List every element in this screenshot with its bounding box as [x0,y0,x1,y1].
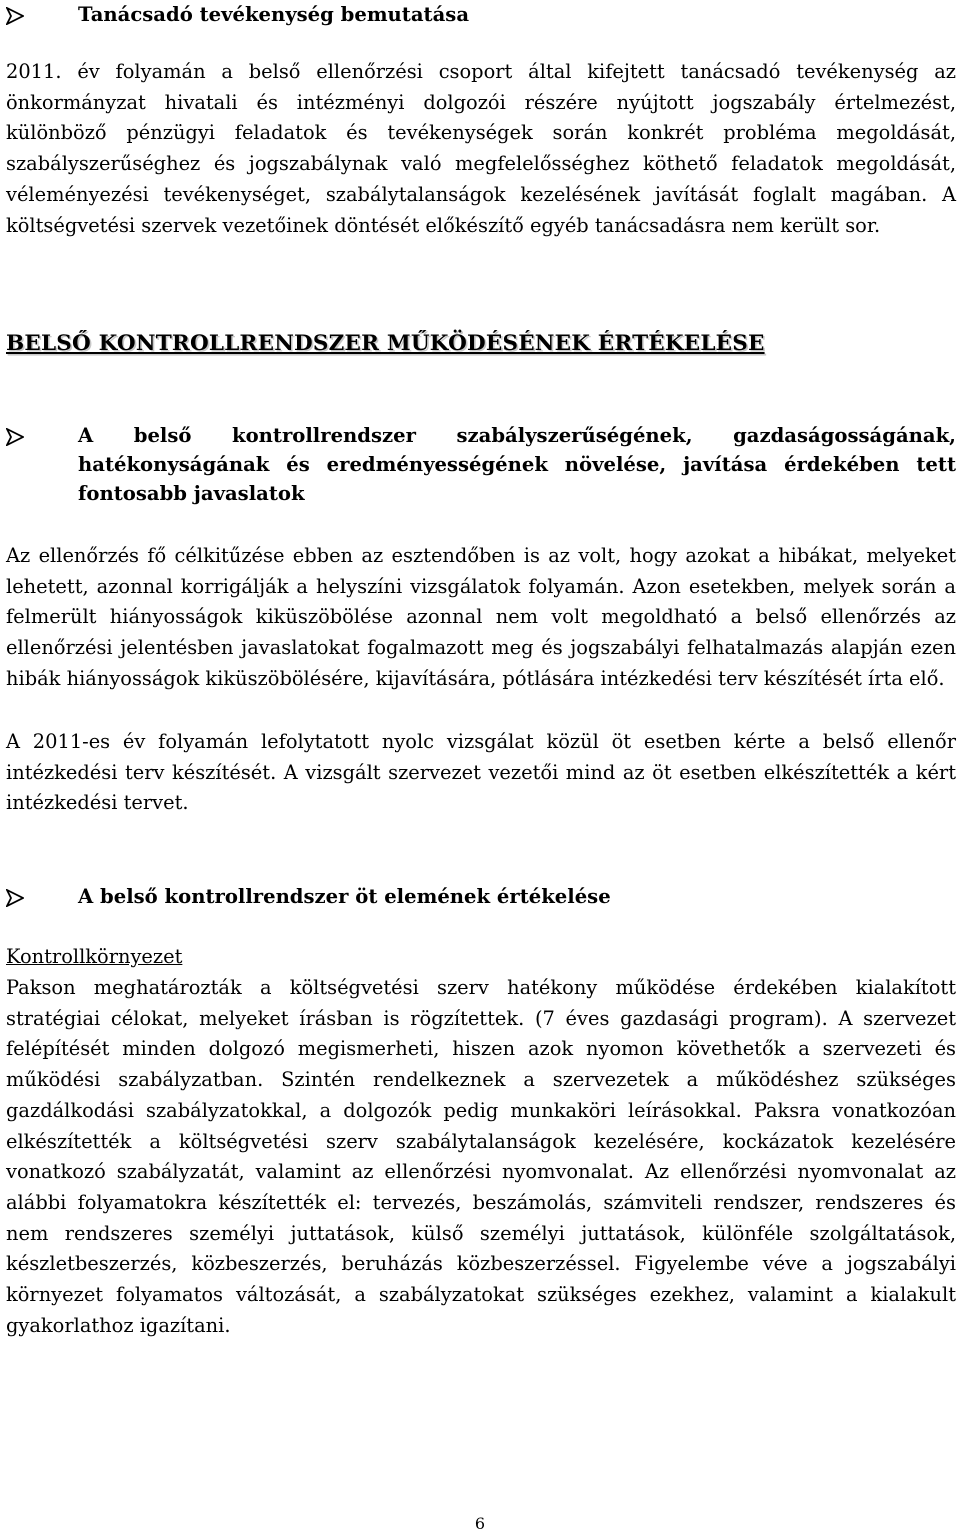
section-heading-tanacsado [6,0,956,29]
section-heading-text: Tanácsadó tevékenység bemutatása [78,3,470,26]
subheading-kontrollkornyezet: Kontrollkörnyezet [6,945,183,968]
paragraph-javaslatok-1: Az ellenőrzés fő célkitűzése ebben az esztendőben is az volt, hogy azokat a hibákat, melyeket lehetett, azonnal korrigálják a helyszíni vizsgálatok folyamán. Azon esetekben, melyek során a felmerült hiányosságok kiküszöbölése azonnal nem volt megoldható a belső ellenőrzés az ellenőrzési jelentésben javaslatokat fogalmazott meg és jogszabályi felhatalmazás alapján ezen hibák hiányosságok kiküszöbölésére, kijavítására, pótlására intézkedési terv készítését írta elő. [6,544,956,690]
main-title: BELSŐ KONTROLLRENDSZER MŰKÖDÉSÉNEK ÉRTÉKELÉSE [6,331,765,356]
section-heading-text: A belső kontrollrendszer szabályszerűségének, gazdaságosságának, hatékonyságának és eredményességének növelése, javítása érdekében tett fontosabb javaslatok [78,424,956,505]
section-heading-javaslatok [6,421,956,508]
section-heading-text: A belső kontrollrendszer öt elemének értékelése [78,885,611,908]
section-heading-ot-elem [6,882,956,911]
paragraph-tanacsado: 2011. év folyamán a belső ellenőrzési csoport által kifejtett tanácsadó tevékenység az önkormányzat hivatali és intézményi dolgozói részére nyújtott jogszabály értelmezést, különböző pénzügyi feladatok és tevékenységek során konkrét probléma megoldását, szabályszerűséghez és jogszabálynak való megfelelősséghez köthető feladatok megoldását, véleményezési tevékenységet, szabálytalanságok kezelésének javítását foglalt magában. A költségvetési szervek vezetőinek döntését előkészítő egyéb tanácsadásra nem került sor. [6,60,956,237]
paragraph-kontrollkornyezet: Pakson meghatározták a költségvetési szerv hatékony működése érdekében kialakított stratégiai célokat, melyeket írásban is rögzítettek. (7 éves gazdasági program). A szervezet felépítését minden dolgozó megismerheti, hiszen azok nyomon követhetők a szervezeti és működési szabályzatban. Szintén rendelkeznek a szervezetek a működéshez szükséges gazdálkodási szabályzatokkal, a dolgozók pedig munkaköri leírásokkal. Paksra vonatkozóan elkészítették a költségvetési szerv szabálytalanságok kezelésére, kockázatok kezelésére vonatkozó szabályzatát, valamint az ellenőrzési nyomvonalat. Az ellenőrzési nyomvonalat az alábbi folyamatokra készítették el: tervezés, beszámolás, számviteli rendszer, rendszeres és nem rendszeres személyi juttatások, külső személyi juttatások, különféle szolgáltatások, készletbeszerzés, közbeszerzés, beruházás közbeszerzéssel. Figyelembe véve a jogszabályi környezet folyamatos változását, a szabályzatokat szükséges ezekhez, valamint a kialakult gyakorlathoz igazítani. [6,976,956,1337]
page-number: 6 [474,1514,486,1533]
arrowhead-bullet-icon [6,421,78,446]
arrowhead-bullet-icon [6,882,78,907]
paragraph-javaslatok-2: A 2011-es év folyamán lefolytatott nyolc vizsgálat közül öt esetben kérte a belső ellenőr intézkedési terv készítését. A vizsgált szervezet vezetői mind az öt esetben elkészítették a kért intézkedési tervet. [6,730,956,815]
arrowhead-bullet-icon [6,0,78,25]
